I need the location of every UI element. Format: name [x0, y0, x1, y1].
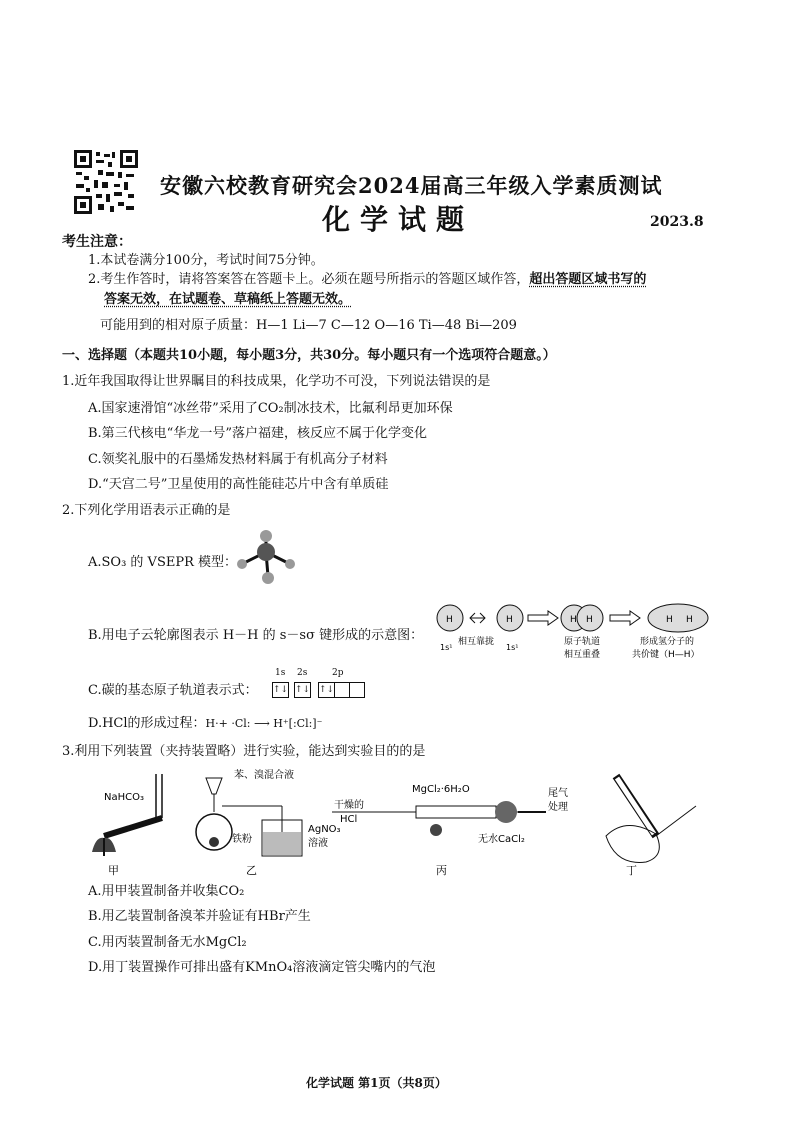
q2-option-c: C.碳的基态原子轨道表示式：: [88, 683, 258, 698]
svg-text:尾气: 尾气: [548, 788, 568, 799]
svg-text:NaHCO₃: NaHCO₃: [104, 792, 144, 803]
page-footer: 化学试题 第1页（共8页）: [306, 1076, 447, 1090]
sigma-bond-diagram: [430, 600, 720, 670]
svg-text:溶液: 溶液: [308, 838, 328, 849]
svg-text:无水CaCl₂: 无水CaCl₂: [478, 834, 525, 845]
svg-text:形成氢分子的: 形成氢分子的: [640, 637, 695, 647]
svg-text:HCl: HCl: [340, 814, 358, 825]
atomic-masses: 可能用到的相对原子质量：H—1 Li—7 C—12 O—16 Ti—48 Bi—209: [100, 318, 517, 333]
notice-item-1: 1.本试卷满分100分，考试时间75分钟。: [88, 253, 324, 268]
svg-text:H: H: [666, 615, 673, 625]
subject-title: 化学试题: [322, 203, 475, 236]
svg-text:共价键（H—H）: 共价键（H—H）: [632, 650, 700, 660]
qr-code: [74, 150, 138, 214]
notice-item-2-cont: 答案无效，在试题卷、草稿纸上答题无效。: [104, 292, 352, 307]
q2-option-b: B.用电子云轮廓图表示 H－H 的 s－sσ 键形成的示意图：: [88, 628, 424, 643]
q1-option-b: B.第三代核电“华龙一号”落户福建，核反应不属于化学变化: [88, 426, 427, 441]
q1-option-a: A.国家速滑馆“冰丝带”采用了CO₂制冰技术，比氟利昂更加环保: [88, 401, 453, 416]
svg-text:H: H: [506, 615, 513, 625]
q3-stem: 3.利用下列装置（夹持装置略）进行实验，能达到实验目的的是: [62, 744, 426, 759]
exam-date: 2023.8: [650, 214, 704, 230]
svg-text:甲: 甲: [108, 864, 119, 877]
q2-option-d: D.HCl的形成过程：H·+ ·Cl: ⟶ H⁺[:Cl:]⁻: [88, 716, 323, 731]
section-heading: 一、选择题（本题共10小题，每小题3分，共30分。每小题只有一个选项符合题意。）: [62, 348, 556, 363]
svg-text:H: H: [686, 615, 693, 625]
apparatus-jia: [92, 774, 162, 877]
q2-stem: 2.下列化学用语表示正确的是: [62, 503, 231, 518]
svg-text:MgCl₂·6H₂O: MgCl₂·6H₂O: [412, 784, 470, 795]
exam-title: 安徽六校教育研究会2024届高三年级入学素质测试: [160, 173, 663, 198]
svg-text:1s¹: 1s¹: [440, 643, 453, 652]
svg-text:H: H: [570, 615, 577, 625]
svg-text:H: H: [446, 615, 453, 625]
apparatus-bing: [332, 784, 568, 877]
svg-text:H: H: [586, 615, 593, 625]
svg-text:处理: 处理: [548, 802, 568, 813]
apparatus-figures: [86, 766, 726, 885]
notice-item-2: 2.考生作答时，请将答案答在答题卡上。必须在题号所指示的答题区域作答，超出答题区域书写的: [88, 272, 647, 287]
notice-heading: 考生注意：: [62, 234, 132, 250]
svg-text:铁粉: 铁粉: [232, 834, 252, 845]
q1-option-c: C.领奖礼服中的石墨烯发热材料属于有机高分子材料: [88, 452, 388, 467]
carbon-orbital-diagram: 1s 2s 2p ↑↓ ↑↓ ↑↓: [272, 668, 372, 702]
svg-text:原子轨道: 原子轨道: [564, 637, 601, 647]
svg-text:相互靠拢: 相互靠拢: [458, 637, 495, 647]
so3-model-figure: [232, 530, 302, 594]
q3-option-b: B.用乙装置制备溴苯并验证有HBr产生: [88, 909, 311, 924]
apparatus-ding: [606, 776, 696, 877]
svg-text:干燥的: 干燥的: [334, 800, 364, 811]
apparatus-yi: [196, 768, 341, 877]
svg-text:丙: 丙: [436, 864, 447, 877]
q2-option-a: A.SO₃ 的 VSEPR 模型：: [88, 555, 238, 570]
q3-option-c: C.用丙装置制备无水MgCl₂: [88, 935, 247, 950]
q1-stem: 1.近年我国取得让世界瞩目的科技成果，化学功不可没，下列说法错误的是: [62, 374, 491, 389]
q3-option-d: D.用丁装置操作可排出盛有KMnO₄溶液滴定管尖嘴内的气泡: [88, 960, 436, 975]
q1-option-d: D.“天宫二号”卫星使用的高性能硅芯片中含有单质硅: [88, 477, 389, 492]
q3-option-a: A.用甲装置制备并收集CO₂: [88, 884, 245, 899]
svg-text:AgNO₃: AgNO₃: [308, 824, 341, 835]
svg-text:相互重叠: 相互重叠: [564, 650, 601, 660]
svg-text:苯、溴混合液: 苯、溴混合液: [234, 770, 294, 781]
svg-text:丁: 丁: [626, 864, 637, 877]
svg-text:乙: 乙: [246, 864, 257, 877]
svg-text:1s¹: 1s¹: [506, 643, 519, 652]
